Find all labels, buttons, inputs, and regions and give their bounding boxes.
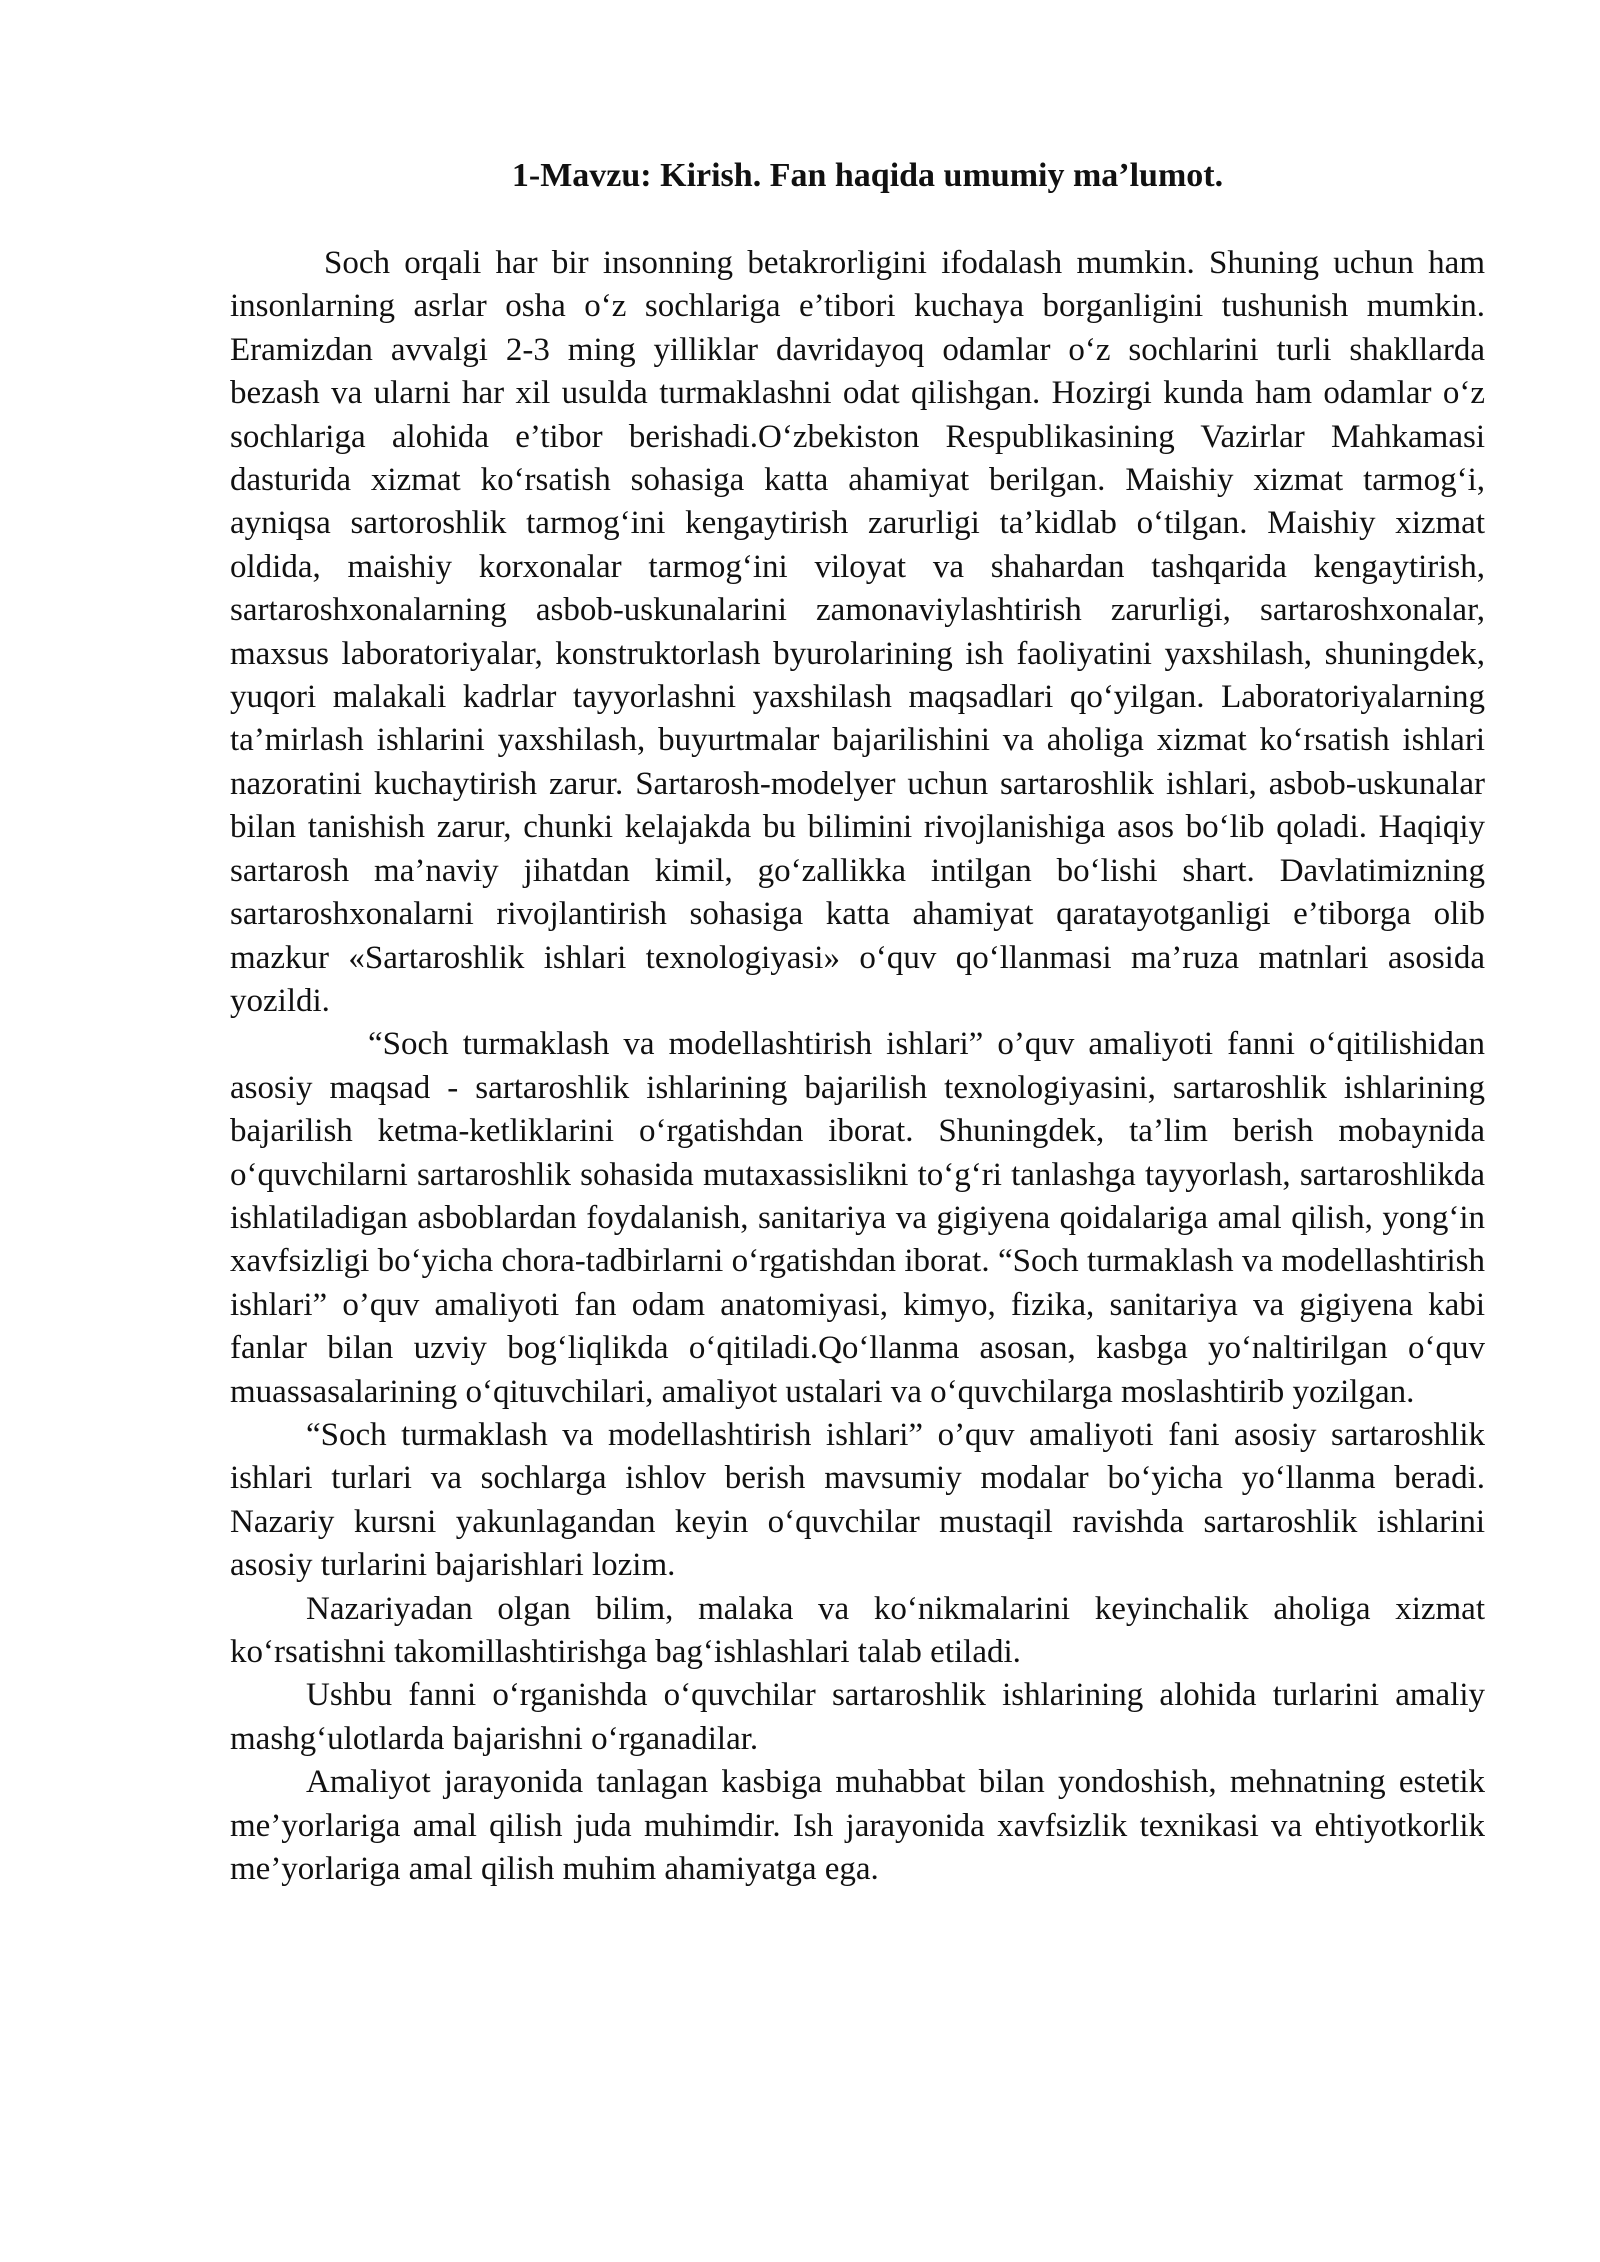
paragraph-skills: Nazariyadan olgan bilim, malaka va ko‘nikmalarini keyinchalik aholiga xizmat ko‘rsatishni takomillashtirishga bag‘ishlashlari talab etiladi. bbox=[230, 1590, 1485, 1670]
paragraph-course-scope: “Soch turmaklash va modellashtirish ishlari” o’quv amaliyoti fani asosiy sartaroshlik ishlari turlari va sochlarga ishlov berish mavsumiy modalar bo‘yicha yo‘llanma beradi. Nazariy kursni yakunlagandan keyin o‘quvchilar mustaqil ravishda sartaroshlik ishlarini asosiy turlarini bajarishlari lozim. bbox=[230, 1416, 1485, 1584]
paragraph-list bbox=[230, 242, 1485, 1891]
paragraph-safety: Amaliyot jarayonida tanlagan kasbiga muhabbat bilan yondoshish, mehnatning estetik me’yorlariga amal qilish juda muhimdir. Ish jarayonida xavfsizlik texnikasi va ehtiyotkorlik me’yorlariga amal qilish muhim ahamiyatga ega. bbox=[230, 1764, 1485, 1888]
paragraph-intro: Soch orqali har bir insonning betakrorligini ifodalash mumkin. Shuning uchun ham insonlarning asrlar osha o‘z sochlariga e’tibori kuchaya borganligini tushunish mumkin. Eramizdan avvalgi 2-3 ming yilliklar davridayoq odamlar o‘z sochlarini turli shakllarda bezash va ularni har xil usulda turmaklashni odat qilishgan. Hozirgi kunda ham odamlar o‘z sochlariga alohida e’tibor berishadi.O‘zbekiston Respublikasining Vazirlar Mahkamasi dasturida xizmat ko‘rsatish sohasiga katta ahamiyat berilgan. Maishiy xizmat tarmog‘i, ayniqsa sartoroshlik tarmog‘ini kengaytirish zarurligi ta’kidlab o‘tilgan. Maishiy xizmat oldida, maishiy korxonalar tarmog‘ini viloyat va shahardan tashqarida kengaytirish, sartaroshxonalarning asbob-uskunalarini zamonaviylashtirish zarurligi, sartaroshxonalar, maxsus laboratoriyalar, konstruktorlash byurolarining ish faoliyatini yaxshilash, shuningdek, yuqori malakali kadrlar tayyorlashni yaxshilash maqsadlari qo‘yilgan. Laboratoriyalarning ta’mirlash ishlarini yaxshilash, buyurtmalar bajarilishini va aholiga xizmat ko‘rsatish ishlari nazoratini kuchaytirish zarur. Sartarosh-modelyer uchun sartaroshlik ishlari, asbob-uskunalar bilan tanishish zarur, chunki kelajakda bu bilimini rivojlanishiga asos bo‘lib qoladi. Haqiqiy sartarosh ma’naviy jihatdan kimil, go‘zallikka intilgan bo‘lishi shart. Davlatimizning sartaroshxonalarni rivojlantirish sohasiga katta ahamiyat qaratayotganligi e’tiborga olib mazkur «Sartaroshlik ishlari texnologiyasi» o‘quv qo‘llanmasi ma’ruza matnlari asosida yozildi. bbox=[230, 245, 1485, 1019]
document-body bbox=[230, 154, 1485, 1891]
document-title: 1-Mavzu: Kirish. Fan haqida umumiy ma’lumot. bbox=[511, 157, 1224, 194]
paragraph-course-goal: “Soch turmaklash va modellashtirish ishlari” o’quv amaliyoti fanni o‘qitilishidan asosiy maqsad - sartaroshlik ishlarining bajarilish texnologiyasini, sartaroshlik ishlarining bajarilish ketma-ketliklarini o‘rgatishdan iborat. Shuningdek, ta’lim berish mobaynida o‘quvchilarni sartaroshlik sohasida mutaxassislikni to‘g‘ri tanlashga tayyorlash, sartaroshlikda ishlatiladigan asboblardan foydalanish, sanitariya va gigiyena qoidalariga amal qilish, yong‘in xavfsizligi bo‘yicha chora-tadbirlarni o‘rgatishdan iborat. “Soch turmaklash va modellashtirish ishlari” o’quv amaliyoti fan odam anatomiyasi, kimyo, fizika, sanitariya va gigiyena kabi fanlar bilan uzviy bog‘liqlikda o‘qitiladi.Qo‘llanma asosan, kasbga yo‘naltirilgan o‘quv muassasalarining o‘qituvchilari, amaliyot ustalari va o‘quvchilarga moslashtirib yozilgan. bbox=[230, 1026, 1485, 1410]
paragraph-practice: Ushbu fanni o‘rganishda o‘quvchilar sartaroshlik ishlarining alohida turlarini amaliy mashg‘ulotlarda bajarishni o‘rganadilar. bbox=[230, 1677, 1485, 1757]
